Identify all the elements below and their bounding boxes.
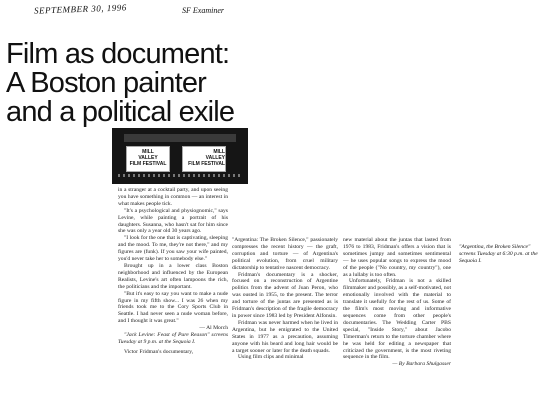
paragraph: in a stranger at a cocktail party, and upon seeing you have something in common — an interest in what makes people tick. xyxy=(118,187,228,207)
marquee-lights xyxy=(118,174,242,177)
publication-name: SF Examiner xyxy=(182,6,224,15)
paragraph: "I look for the one that is captivating, sleeping and the mood. To me, they're not there," and my figures are (funk). If you saw your wife painted, you'd never take her to somebody else." xyxy=(118,235,228,263)
headline xyxy=(6,40,256,127)
byline: — By Barbara Shulgasser xyxy=(392,361,451,368)
headline-line: and a political exile xyxy=(6,96,235,128)
sign-text: MILL xyxy=(142,149,154,155)
marquee-roof xyxy=(124,134,236,142)
byline: — Al Morch xyxy=(199,325,228,332)
paragraph: Victor Fridman's documentary, xyxy=(124,348,194,355)
theater-marquee-photo xyxy=(112,128,248,184)
paragraph: Using film clips and minimal xyxy=(238,354,304,361)
paragraph: "Argentina: The Broken Silence," passionately compresses the recent history — the graft, corruption and torture — of Argentina's political evolution, from cruel military dictatorship to tentative nascent democracy. xyxy=(232,237,338,271)
article-column-1 xyxy=(118,187,228,356)
paragraph: new material about the juntas that lasted from 1976 to 1983, Fridman's offers a vision that is sometimes jumpy and sometimes sentimental — he uses popular songs to express the mood of the people ("No country, my country"), one as a lullaby is too often. xyxy=(343,237,451,278)
paragraph: Unfortunately, Fridman is not a skilled filmmaker and possibly, as a self-motivated, not emotionally involved with the material to translate it usefully for the rest of us. Some of the film's most moving and informative sequences come from other people's documentaries. The Wedding Carter PBS special, "Inside Story," about Jacobo Timerman's return to the torture chamber where he was held for editing a newspaper that criticized the government, is the most riveting sequence in the film. xyxy=(343,278,451,361)
paragraph: Brought up in a lower class Boston neighborhood and influenced by the European Realists, Levine's art often lampoons the rich, the politicians and the important. xyxy=(118,262,228,290)
sign-text: VALLEY xyxy=(205,155,225,161)
paragraph: "But it's easy to say you want to make a nude figure in my fifth show... I was 26 when my friends took me to the Cory Sports Club in Seattle. I had never seen a nude woman before, and I thought it was great." xyxy=(118,290,228,325)
paragraph: Fridman's documentary is a shocker, focused on a reconstruction of Argentine politics from the advent of Juan Peron, who was ousted in 1955, to the present. The terror and torture of the juntas are presented as is Fridman's description of the fragile democracy in power since 1983 led by President Alfonsin. xyxy=(232,271,338,319)
paragraph: "It's a psychological and physiognomic," says Levine, while painting a portrait of his daughters. Susanna, who hasn't sat for him since she was only a year old 30 years ago. xyxy=(118,207,228,235)
sign-text: MILL xyxy=(213,149,225,155)
headline-line: Film as document: xyxy=(6,38,230,70)
sign-text: FILM FESTIVAL xyxy=(188,161,225,167)
sign-text: FILM FESTIVAL xyxy=(129,161,167,167)
screening-note: "Argentina, the Broken Silence" screens Tuesday at 6:30 p.m. at the Sequoia I. xyxy=(459,244,538,264)
screening-note: "Jack Levine: Feast of Pure Reason" screens Tuesday at 9 p.m. at the Sequoia I. xyxy=(118,332,228,345)
marquee-sign-left xyxy=(126,146,170,172)
marquee-sign-right xyxy=(182,146,226,172)
dateline: SEPTEMBER 30, 1996 xyxy=(33,2,127,16)
paragraph: Fridman was never harmed when he lived in Argentina, but he emigrated to the United States in 1977 as a precaution, assuming anyone with his beard and long hair would be a target sooner or later for the death squads. xyxy=(232,319,338,354)
article-column-3 xyxy=(343,237,451,368)
sign-text: VALLEY xyxy=(138,155,158,161)
headline-line: A Boston painter xyxy=(6,67,207,99)
article-column-2 xyxy=(232,237,338,361)
